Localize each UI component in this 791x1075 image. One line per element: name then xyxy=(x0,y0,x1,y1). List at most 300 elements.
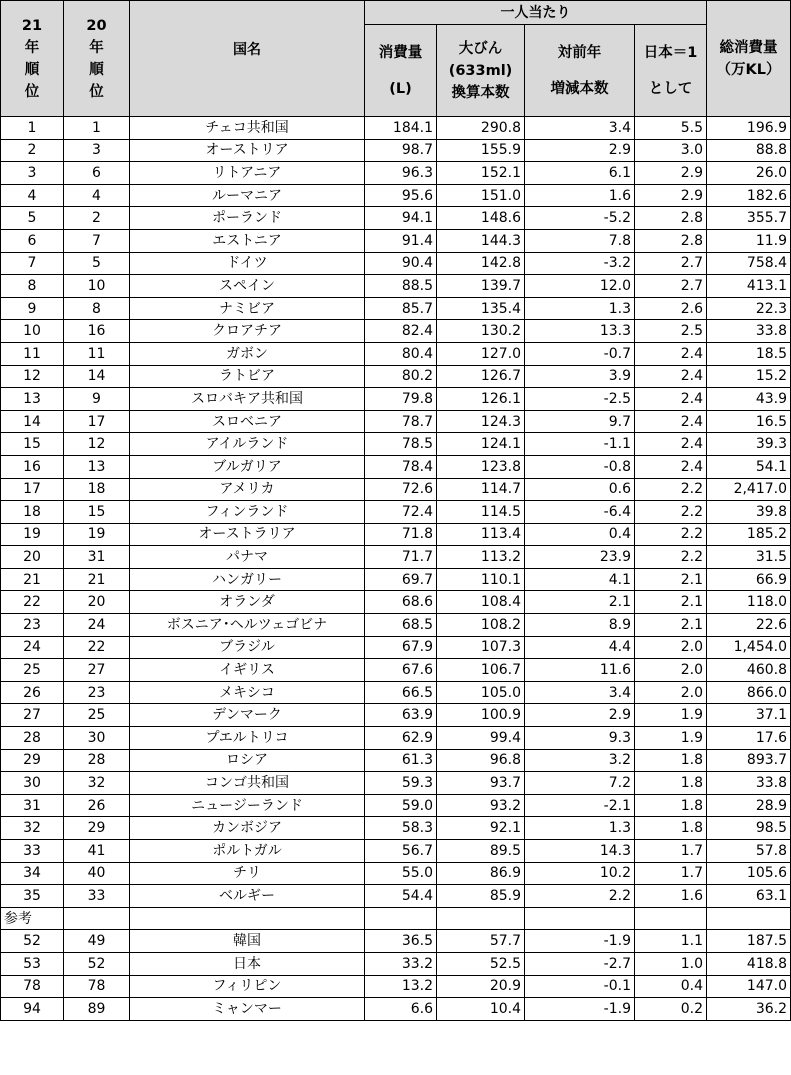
consumption-cell: 13.2 xyxy=(365,975,437,998)
rank-2021-cell: 6 xyxy=(1,229,64,252)
yoy-change-cell: 0.6 xyxy=(525,478,635,501)
country-cell: メキシコ xyxy=(130,681,365,704)
yoy-change-cell: 0.4 xyxy=(525,523,635,546)
yoy-change-cell: 3.9 xyxy=(525,365,635,388)
rank-2021-cell: 29 xyxy=(1,749,64,772)
header-japan-ratio xyxy=(635,25,707,117)
header-bottles-line: 大びん xyxy=(458,40,503,57)
yoy-change-cell: 2.2 xyxy=(525,885,635,908)
bottles-cell: 126.7 xyxy=(437,365,525,388)
reference-body xyxy=(1,930,791,1020)
total-consumption-cell: 39.8 xyxy=(707,501,791,524)
japan-ratio-cell: 2.6 xyxy=(635,297,707,320)
country-cell: エストニア xyxy=(130,229,365,252)
table-row xyxy=(1,794,791,817)
bottles-cell: 10.4 xyxy=(437,998,525,1021)
table-row xyxy=(1,930,791,953)
country-cell: 日本 xyxy=(130,952,365,975)
total-consumption-cell: 31.5 xyxy=(707,546,791,569)
rank-2020-cell: 40 xyxy=(64,862,130,885)
table-row xyxy=(1,840,791,863)
rank-2021-cell: 17 xyxy=(1,478,64,501)
table-row xyxy=(1,568,791,591)
consumption-cell: 67.6 xyxy=(365,659,437,682)
rank-2021-cell: 8 xyxy=(1,275,64,298)
yoy-change-cell: 4.1 xyxy=(525,568,635,591)
header-rank-2020-line: 20 xyxy=(86,17,107,34)
yoy-change-cell: -0.8 xyxy=(525,455,635,478)
rank-2020-cell: 3 xyxy=(64,139,130,162)
table-row xyxy=(1,320,791,343)
japan-ratio-cell: 1.0 xyxy=(635,952,707,975)
consumption-cell: 69.7 xyxy=(365,568,437,591)
consumption-cell: 85.7 xyxy=(365,297,437,320)
table-row xyxy=(1,772,791,795)
rank-2020-cell: 41 xyxy=(64,840,130,863)
total-consumption-cell: 196.9 xyxy=(707,117,791,140)
bottles-cell: 290.8 xyxy=(437,117,525,140)
total-consumption-cell: 893.7 xyxy=(707,749,791,772)
rank-2020-cell: 17 xyxy=(64,410,130,433)
bottles-cell: 52.5 xyxy=(437,952,525,975)
consumption-cell: 78.4 xyxy=(365,455,437,478)
header-rank-2021-line: 21 xyxy=(21,17,43,34)
yoy-change-cell: -1.9 xyxy=(525,930,635,953)
consumption-cell: 58.3 xyxy=(365,817,437,840)
country-cell: ベルギー xyxy=(130,885,365,908)
rank-2020-cell: 12 xyxy=(64,433,130,456)
yoy-change-cell: -0.1 xyxy=(525,975,635,998)
rank-2020-cell: 9 xyxy=(64,388,130,411)
yoy-change-cell: 23.9 xyxy=(525,546,635,569)
rank-2021-cell: 14 xyxy=(1,410,64,433)
rank-2020-cell: 5 xyxy=(64,252,130,275)
yoy-change-cell: 10.2 xyxy=(525,862,635,885)
bottles-cell: 108.4 xyxy=(437,591,525,614)
table-row xyxy=(1,275,791,298)
yoy-change-cell: 7.8 xyxy=(525,229,635,252)
country-cell: ラトビア xyxy=(130,365,365,388)
japan-ratio-cell: 2.2 xyxy=(635,546,707,569)
bottles-cell: 130.2 xyxy=(437,320,525,343)
rank-2020-cell: 30 xyxy=(64,727,130,750)
rank-2021-cell: 18 xyxy=(1,501,64,524)
table-row xyxy=(1,998,791,1021)
consumption-cell: 67.9 xyxy=(365,636,437,659)
header-rank-2020-line: 順 xyxy=(89,61,104,78)
japan-ratio-cell: 2.5 xyxy=(635,320,707,343)
rank-2021-cell: 11 xyxy=(1,342,64,365)
consumption-cell: 80.2 xyxy=(365,365,437,388)
country-cell: 韓国 xyxy=(130,930,365,953)
consumption-cell: 80.4 xyxy=(365,342,437,365)
bottles-cell: 113.2 xyxy=(437,546,525,569)
country-cell: リトアニア xyxy=(130,162,365,185)
table-row xyxy=(1,749,791,772)
country-cell: クロアチア xyxy=(130,320,365,343)
country-cell: ナミビア xyxy=(130,297,365,320)
country-cell: カンボジア xyxy=(130,817,365,840)
rank-2020-cell: 16 xyxy=(64,320,130,343)
header-rank-2021 xyxy=(1,1,64,117)
country-cell: スロベニア xyxy=(130,410,365,433)
rank-2021-cell: 52 xyxy=(1,930,64,953)
total-consumption-cell: 63.1 xyxy=(707,885,791,908)
total-consumption-cell: 33.8 xyxy=(707,320,791,343)
rank-2020-cell: 78 xyxy=(64,975,130,998)
table-row xyxy=(1,952,791,975)
consumption-cell: 72.6 xyxy=(365,478,437,501)
total-consumption-cell: 418.8 xyxy=(707,952,791,975)
table-row xyxy=(1,207,791,230)
bottles-cell: 144.3 xyxy=(437,229,525,252)
rank-2020-cell: 1 xyxy=(64,117,130,140)
yoy-change-cell: -1.1 xyxy=(525,433,635,456)
header-total-line: 総消費量 xyxy=(719,39,778,56)
table-row xyxy=(1,162,791,185)
japan-ratio-cell: 2.0 xyxy=(635,659,707,682)
consumption-cell: 59.0 xyxy=(365,794,437,817)
consumption-cell: 82.4 xyxy=(365,320,437,343)
table-row xyxy=(1,478,791,501)
rank-2020-cell: 26 xyxy=(64,794,130,817)
bottles-cell: 114.5 xyxy=(437,501,525,524)
consumption-cell: 90.4 xyxy=(365,252,437,275)
japan-ratio-cell: 2.2 xyxy=(635,501,707,524)
japan-ratio-cell: 1.8 xyxy=(635,794,707,817)
rank-2021-cell: 33 xyxy=(1,840,64,863)
header-bottles-line: (633ml) xyxy=(448,62,513,79)
yoy-change-cell: 1.6 xyxy=(525,184,635,207)
consumption-cell: 88.5 xyxy=(365,275,437,298)
yoy-change-cell: 14.3 xyxy=(525,840,635,863)
japan-ratio-cell: 1.1 xyxy=(635,930,707,953)
header-yoy-line: 増減本数 xyxy=(550,80,609,97)
bottles-cell: 142.8 xyxy=(437,252,525,275)
table-row xyxy=(1,862,791,885)
yoy-change-cell: -1.9 xyxy=(525,998,635,1021)
yoy-change-cell: 2.1 xyxy=(525,591,635,614)
table-row xyxy=(1,523,791,546)
japan-ratio-cell: 2.9 xyxy=(635,162,707,185)
consumption-cell: 71.7 xyxy=(365,546,437,569)
rank-2021-cell: 15 xyxy=(1,433,64,456)
yoy-change-cell: 3.4 xyxy=(525,681,635,704)
yoy-change-cell: -2.1 xyxy=(525,794,635,817)
rank-2021-cell: 9 xyxy=(1,297,64,320)
bottles-cell: 123.8 xyxy=(437,455,525,478)
total-consumption-cell: 187.5 xyxy=(707,930,791,953)
japan-ratio-cell: 2.9 xyxy=(635,184,707,207)
yoy-change-cell: 11.6 xyxy=(525,659,635,682)
japan-ratio-cell: 2.7 xyxy=(635,275,707,298)
rank-2020-cell: 23 xyxy=(64,681,130,704)
total-consumption-cell: 36.2 xyxy=(707,998,791,1021)
rank-2021-cell: 24 xyxy=(1,636,64,659)
total-consumption-cell: 57.8 xyxy=(707,840,791,863)
table-row xyxy=(1,614,791,637)
rank-2020-cell: 32 xyxy=(64,772,130,795)
table-row xyxy=(1,704,791,727)
header-rank-2021-line: 位 xyxy=(24,83,40,100)
japan-ratio-cell: 2.1 xyxy=(635,568,707,591)
table-row xyxy=(1,455,791,478)
rank-2020-cell: 27 xyxy=(64,659,130,682)
rank-2020-cell: 52 xyxy=(64,952,130,975)
country-cell: ハンガリー xyxy=(130,568,365,591)
rank-2021-cell: 21 xyxy=(1,568,64,591)
consumption-cell: 96.3 xyxy=(365,162,437,185)
rank-2021-cell: 19 xyxy=(1,523,64,546)
yoy-change-cell: 13.3 xyxy=(525,320,635,343)
rank-2020-cell: 29 xyxy=(64,817,130,840)
total-consumption-cell: 15.2 xyxy=(707,365,791,388)
japan-ratio-cell: 2.7 xyxy=(635,252,707,275)
bottles-cell: 107.3 xyxy=(437,636,525,659)
table-row xyxy=(1,297,791,320)
header-consumption-line: (L) xyxy=(389,80,412,97)
rank-2020-cell: 28 xyxy=(64,749,130,772)
rank-2020-cell: 18 xyxy=(64,478,130,501)
total-consumption-cell: 1,454.0 xyxy=(707,636,791,659)
header-yoy-line: 対前年 xyxy=(557,44,602,61)
table-row xyxy=(1,184,791,207)
rank-2021-cell: 94 xyxy=(1,998,64,1021)
table-row xyxy=(1,975,791,998)
header-total-line: （万KL） xyxy=(716,61,781,78)
table-row xyxy=(1,636,791,659)
bottles-cell: 151.0 xyxy=(437,184,525,207)
header-per-capita-group: 一人当たり xyxy=(365,1,707,25)
bottles-cell: 124.1 xyxy=(437,433,525,456)
rank-2021-cell: 20 xyxy=(1,546,64,569)
bottles-cell: 93.7 xyxy=(437,772,525,795)
bottles-cell: 96.8 xyxy=(437,749,525,772)
country-cell: ガボン xyxy=(130,342,365,365)
bottles-cell: 127.0 xyxy=(437,342,525,365)
rank-2020-cell: 49 xyxy=(64,930,130,953)
yoy-change-cell: -2.7 xyxy=(525,952,635,975)
rank-2021-cell: 32 xyxy=(1,817,64,840)
header-rank-2020-line: 位 xyxy=(89,83,104,100)
country-cell: アイルランド xyxy=(130,433,365,456)
country-cell: オーストリア xyxy=(130,139,365,162)
japan-ratio-cell: 1.6 xyxy=(635,885,707,908)
rank-2021-cell: 3 xyxy=(1,162,64,185)
total-consumption-cell: 105.6 xyxy=(707,862,791,885)
total-consumption-cell: 88.8 xyxy=(707,139,791,162)
yoy-change-cell: 3.4 xyxy=(525,117,635,140)
rank-2020-cell: 25 xyxy=(64,704,130,727)
rank-2020-cell: 19 xyxy=(64,523,130,546)
country-cell: ポルトガル xyxy=(130,840,365,863)
total-consumption-cell: 26.0 xyxy=(707,162,791,185)
japan-ratio-cell: 2.4 xyxy=(635,365,707,388)
total-consumption-cell: 355.7 xyxy=(707,207,791,230)
total-consumption-cell: 33.8 xyxy=(707,772,791,795)
japan-ratio-cell: 2.2 xyxy=(635,478,707,501)
country-cell: デンマーク xyxy=(130,704,365,727)
table-row xyxy=(1,501,791,524)
consumption-cell: 72.4 xyxy=(365,501,437,524)
table-row xyxy=(1,117,791,140)
table-row xyxy=(1,546,791,569)
country-cell: ポーランド xyxy=(130,207,365,230)
rank-2020-cell: 4 xyxy=(64,184,130,207)
bottles-cell: 85.9 xyxy=(437,885,525,908)
japan-ratio-cell: 0.4 xyxy=(635,975,707,998)
rank-2020-cell: 10 xyxy=(64,275,130,298)
japan-ratio-cell: 2.8 xyxy=(635,207,707,230)
japan-ratio-cell: 2.0 xyxy=(635,636,707,659)
rank-2021-cell: 22 xyxy=(1,591,64,614)
header-consumption-liters xyxy=(365,25,437,117)
consumption-cell: 91.4 xyxy=(365,229,437,252)
header-total-consumption xyxy=(707,1,791,117)
rank-2021-cell: 30 xyxy=(1,772,64,795)
bottles-cell: 113.4 xyxy=(437,523,525,546)
table-row xyxy=(1,817,791,840)
japan-ratio-cell: 2.1 xyxy=(635,591,707,614)
consumption-cell: 68.6 xyxy=(365,591,437,614)
table-row xyxy=(1,342,791,365)
total-consumption-cell: 2,417.0 xyxy=(707,478,791,501)
table-row xyxy=(1,681,791,704)
country-cell: ブルガリア xyxy=(130,455,365,478)
empty-cell xyxy=(130,907,365,930)
bottles-cell: 135.4 xyxy=(437,297,525,320)
table-body xyxy=(1,117,791,908)
bottles-cell: 92.1 xyxy=(437,817,525,840)
country-cell: パナマ xyxy=(130,546,365,569)
bottles-cell: 93.2 xyxy=(437,794,525,817)
yoy-change-cell: 6.1 xyxy=(525,162,635,185)
rank-2020-cell: 31 xyxy=(64,546,130,569)
reference-label: 参考 xyxy=(1,907,64,930)
yoy-change-cell: 8.9 xyxy=(525,614,635,637)
country-cell: フィリピン xyxy=(130,975,365,998)
bottles-cell: 86.9 xyxy=(437,862,525,885)
japan-ratio-cell: 2.8 xyxy=(635,229,707,252)
total-consumption-cell: 22.3 xyxy=(707,297,791,320)
reference-section xyxy=(1,907,791,930)
total-consumption-cell: 758.4 xyxy=(707,252,791,275)
yoy-change-cell: 2.9 xyxy=(525,139,635,162)
rank-2020-cell: 6 xyxy=(64,162,130,185)
country-cell: ニュージーランド xyxy=(130,794,365,817)
yoy-change-cell: 9.7 xyxy=(525,410,635,433)
japan-ratio-cell: 1.9 xyxy=(635,704,707,727)
japan-ratio-cell: 1.8 xyxy=(635,772,707,795)
consumption-cell: 59.3 xyxy=(365,772,437,795)
consumption-cell: 184.1 xyxy=(365,117,437,140)
yoy-change-cell: 9.3 xyxy=(525,727,635,750)
rank-2021-cell: 26 xyxy=(1,681,64,704)
rank-2021-cell: 4 xyxy=(1,184,64,207)
header-country: 国名 xyxy=(130,1,365,117)
yoy-change-cell: 7.2 xyxy=(525,772,635,795)
total-consumption-cell: 28.9 xyxy=(707,794,791,817)
country-cell: ドイツ xyxy=(130,252,365,275)
total-consumption-cell: 118.0 xyxy=(707,591,791,614)
rank-2020-cell: 89 xyxy=(64,998,130,1021)
japan-ratio-cell: 2.0 xyxy=(635,681,707,704)
bottles-cell: 148.6 xyxy=(437,207,525,230)
header-bottles-line: 換算本数 xyxy=(451,84,510,101)
yoy-change-cell: -5.2 xyxy=(525,207,635,230)
japan-ratio-cell: 2.4 xyxy=(635,388,707,411)
bottles-cell: 124.3 xyxy=(437,410,525,433)
total-consumption-cell: 460.8 xyxy=(707,659,791,682)
empty-cell xyxy=(707,907,791,930)
japan-ratio-cell: 5.5 xyxy=(635,117,707,140)
yoy-change-cell: 12.0 xyxy=(525,275,635,298)
table-row xyxy=(1,591,791,614)
rank-2020-cell: 21 xyxy=(64,568,130,591)
rank-2020-cell: 24 xyxy=(64,614,130,637)
rank-2021-cell: 12 xyxy=(1,365,64,388)
table-row xyxy=(1,252,791,275)
header-consumption-line: 消費量 xyxy=(378,44,423,61)
japan-ratio-cell: 2.4 xyxy=(635,342,707,365)
rank-2020-cell: 22 xyxy=(64,636,130,659)
rank-2020-cell: 14 xyxy=(64,365,130,388)
header-rank-2020 xyxy=(64,1,130,117)
total-consumption-cell: 98.5 xyxy=(707,817,791,840)
bottles-cell: 106.7 xyxy=(437,659,525,682)
yoy-change-cell: 4.4 xyxy=(525,636,635,659)
consumption-cell: 78.7 xyxy=(365,410,437,433)
total-consumption-cell: 413.1 xyxy=(707,275,791,298)
consumption-cell: 66.5 xyxy=(365,681,437,704)
empty-cell xyxy=(525,907,635,930)
country-cell: ロシア xyxy=(130,749,365,772)
bottles-cell: 155.9 xyxy=(437,139,525,162)
total-consumption-cell: 39.3 xyxy=(707,433,791,456)
header-rank-2021-line: 順 xyxy=(24,61,40,78)
consumption-cell: 6.6 xyxy=(365,998,437,1021)
total-consumption-cell: 16.5 xyxy=(707,410,791,433)
rank-2020-cell: 2 xyxy=(64,207,130,230)
total-consumption-cell: 66.9 xyxy=(707,568,791,591)
rank-2021-cell: 78 xyxy=(1,975,64,998)
rank-2021-cell: 23 xyxy=(1,614,64,637)
header-japan-ratio-line: として xyxy=(648,80,693,97)
header-yoy-change xyxy=(525,25,635,117)
country-cell: ミャンマー xyxy=(130,998,365,1021)
total-consumption-cell: 22.6 xyxy=(707,614,791,637)
total-consumption-cell: 182.6 xyxy=(707,184,791,207)
bottles-cell: 152.1 xyxy=(437,162,525,185)
rank-2020-cell: 20 xyxy=(64,591,130,614)
country-cell: チェコ共和国 xyxy=(130,117,365,140)
country-cell: プエルトリコ xyxy=(130,727,365,750)
rank-2021-cell: 34 xyxy=(1,862,64,885)
rank-2021-cell: 5 xyxy=(1,207,64,230)
empty-cell xyxy=(64,907,130,930)
table-row xyxy=(1,410,791,433)
rank-2021-cell: 31 xyxy=(1,794,64,817)
table-row xyxy=(1,433,791,456)
header-rank-2021-line: 年 xyxy=(24,39,40,56)
bottles-cell: 89.5 xyxy=(437,840,525,863)
header-rank-2020-line: 年 xyxy=(89,39,104,56)
country-cell: ブラジル xyxy=(130,636,365,659)
rank-2021-cell: 13 xyxy=(1,388,64,411)
empty-cell xyxy=(437,907,525,930)
country-cell: ルーマニア xyxy=(130,184,365,207)
table-row xyxy=(1,365,791,388)
